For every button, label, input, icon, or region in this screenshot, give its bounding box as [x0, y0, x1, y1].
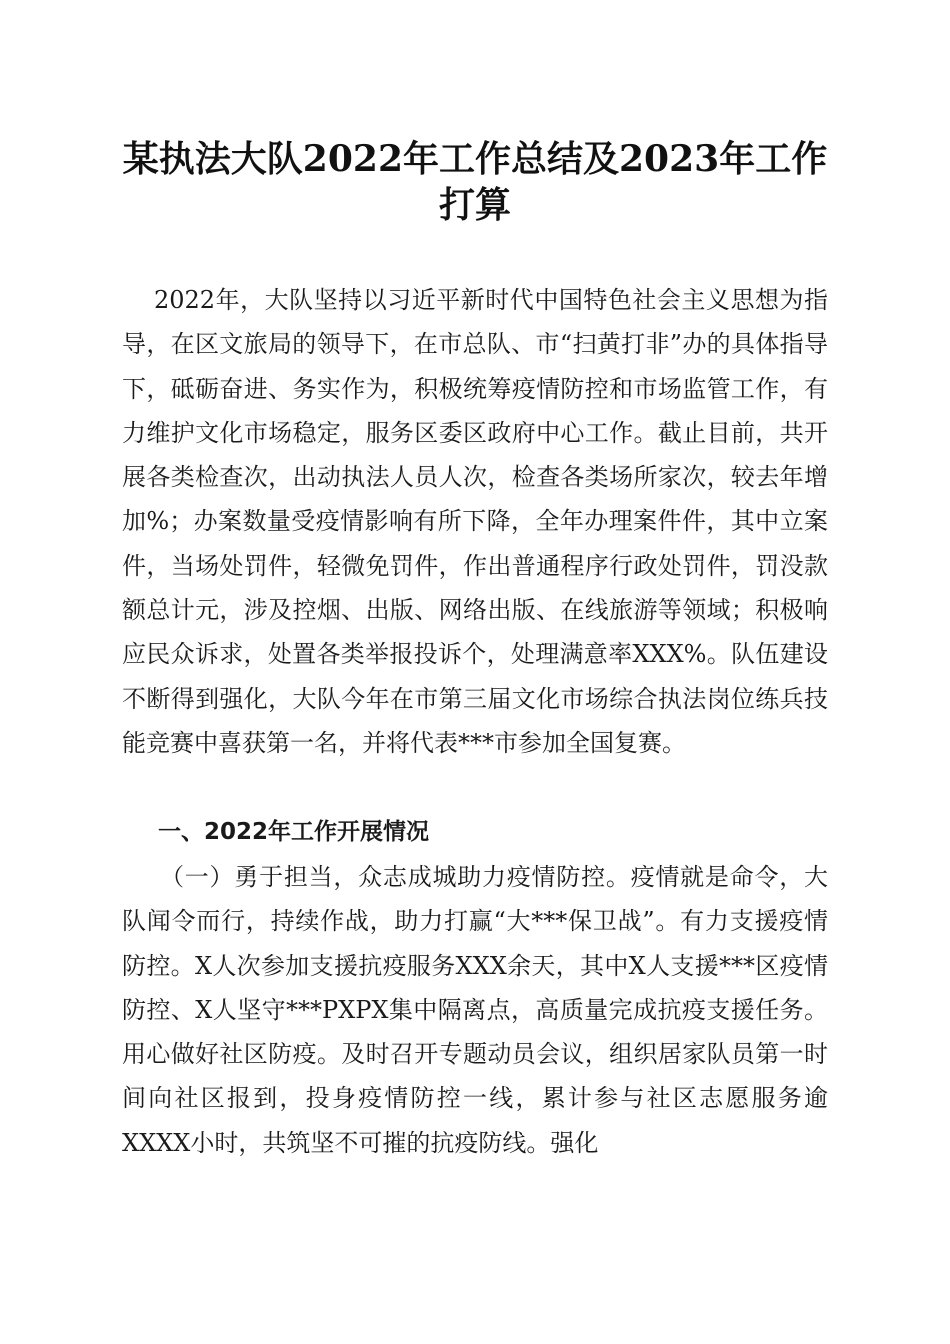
intro-paragraph: 2022年，大队坚持以习近平新时代中国特色社会主义思想为指导，在区文旅局的领导下，在市总队、市“扫黄打非”办的具体指导下，砥砺奋进、务实作为，积极统筹疫情防控和市场监管工作，有力维护文化市场稳定，服务区委区政府中心工作。截止目前，共开展各类检查次，出动执法人员人次，检查各类场所家次，较去年增加%；办案数量受疫情影响有所下降，全年办理案件件，其中立案件，当场处罚件，轻微免罚件，作出普通程序行政处罚件，罚没款额总计元，涉及控烟、出版、网络出版、在线旅游等领域；积极响应民众诉求，处置各类举报投诉个，处理满意率XXX%。队伍建设不断得到强化，大队今年在市第三届文化市场综合执法岗位练兵技能竞赛中喜获第一名，并将代表***市参加全国复赛。 [122, 286, 828, 757]
section-heading-2022-work: 一、2022年工作开展情况 [158, 819, 430, 845]
section-paragraph-epidemic-control: （一）勇于担当，众志成城助力疫情防控。疫情就是命令，大队闻令而行，持续作战，助力打赢“大***保卫战”。有力支援疫情防控。X人次参加支援抗疫服务XXX余天，其中X人支援***区疫情防控、X人坚守***PXPX集中隔离点，高质量完成抗疫支援任务。用心做好社区防疫。及时召开专题动员会议，组织居家队员第一时间向社区报到，投身疫情防控一线，累计参与社区志愿服务逾XXXX小时，共筑坚不可摧的抗疫防线。强化 [122, 863, 828, 1157]
document-title: 某执法大队2022年工作总结及2023年工作打算 [122, 138, 828, 226]
